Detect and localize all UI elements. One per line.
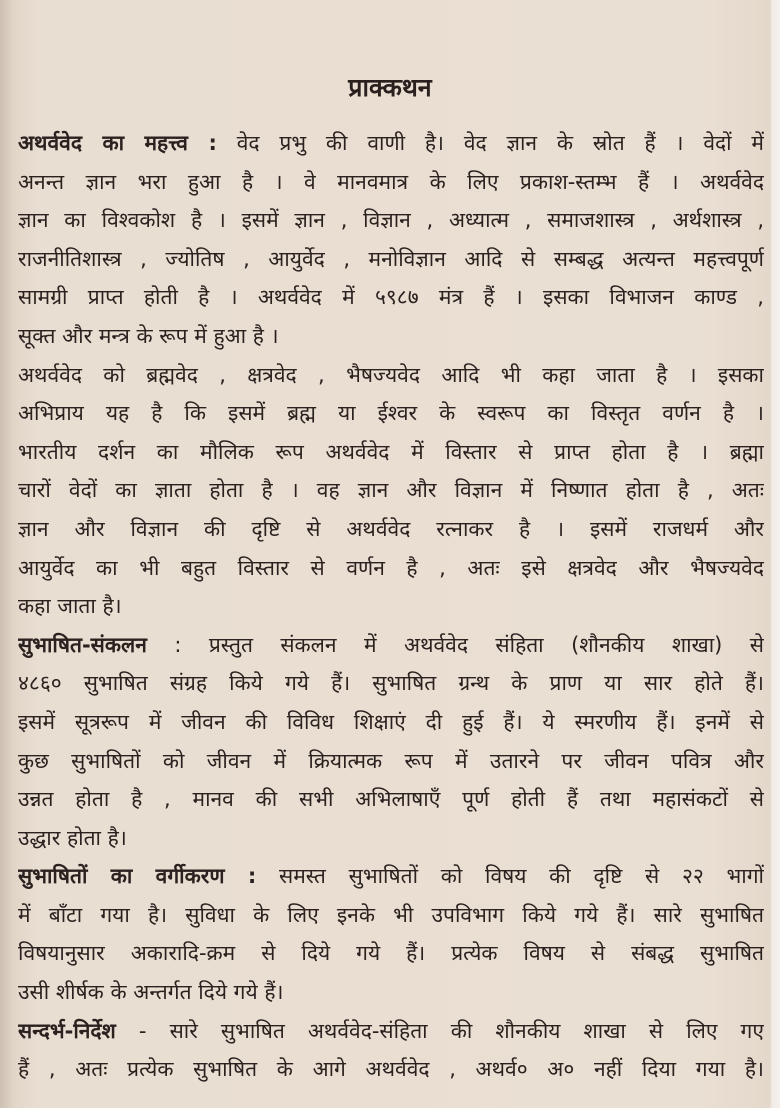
line-text: : प्रस्तुत संकलन में अथर्ववेद संहिता (शौनकीय शाखा) से [146,632,764,657]
line-text: अनन्त ज्ञान भरा हुआ है । वे मानवमात्र के लिए प्रकाश-स्तम्भ हैं । अथर्ववेद [18,169,764,194]
text-line [18,510,764,549]
text-line [18,549,764,588]
text-line [18,163,764,202]
text-line [18,394,764,433]
text-line [18,587,764,626]
line-text: कुछ सुभाषितों को जीवन में क्रियात्मक रूप में उतारने पर जीवन पवित्र और [18,748,764,773]
text-line [18,433,764,472]
text-line [18,1050,764,1089]
text-line [18,664,764,703]
text-line [18,124,764,163]
line-text: - सारे सुभाषित अथर्ववेद-संहिता की शौनकीय शाखा से लिए गए [115,1018,764,1043]
line-text: हैं , अतः प्रत्येक सुभाषित के आगे अथर्ववेद , अथर्व० अ० नहीं दिया गया है। [18,1057,764,1082]
text-line [18,278,764,317]
text-line [18,471,764,510]
text-line [18,240,764,279]
line-text: उद्धार होता है। [18,825,127,850]
line-text: राजनीतिशास्त्र , ज्योतिष , आयुर्वेद , मनोविज्ञान आदि से सम्बद्ध अत्यन्त महत्त्वपूर्ण [18,246,764,271]
line-text: चारों वेदों का ज्ञाता होता है । वह ज्ञान और विज्ञान में निष्णात होता है , अतः [18,478,764,503]
text-line [18,317,764,356]
text-line [18,819,764,858]
line-text: में बाँटा गया है। सुविधा के लिए इनके भी उपविभाग किये गये हैं। सारे सुभाषित [18,902,764,927]
text-line [18,973,764,1012]
text-line [18,1012,764,1051]
line-text: कहा जाता है। [18,594,122,619]
line-text: भारतीय दर्शन का मौलिक रूप अथर्ववेद में विस्तार से प्राप्त होता है । ब्रह्मा [18,439,764,464]
line-text: इसमें सूत्ररूप में जीवन की विविध शिक्षाएं दी हुई हैं। ये स्मरणीय हैं। इनमें से [18,709,764,734]
text-line [18,703,764,742]
line-text: सूक्त और मन्त्र के रूप में हुआ है । [18,323,279,348]
line-text: उन्नत होता है , मानव की सभी अभिलाषाएँ पूर्ण होती हैं तथा महासंकटों से [18,787,764,812]
line-text: ज्ञान का विश्वकोश है । इसमें ज्ञान , विज्ञान , अध्यात्म , समाजशास्त्र , अर्थशास्त्र , [18,208,764,233]
text-line [18,356,764,395]
line-text: अथर्ववेद को ब्रह्मवेद , क्षत्रवेद , भैषज्यवेद आदि भी कहा जाता है । इसका [18,362,764,387]
text-line [18,857,764,896]
text-line [18,626,764,665]
line-text: समस्त सुभाषितों को विषय की दृष्टि से २२ भागों [256,864,764,889]
line-text: वेद प्रभु की वाणी है। वेद ज्ञान के स्रोत हैं । वेदों में [216,131,764,155]
page-title: प्राक्कथन [348,73,432,102]
section-heading: सुभाषित-संकलन [18,632,147,657]
section-heading: अथर्ववेद का महत्त्व : [18,131,217,155]
text-line [18,201,764,240]
text-line [18,896,764,935]
line-text: ४८६० सुभाषित संग्रह किये गये हैं। सुभाषित ग्रन्थ के प्राण या सार होते हैं। [18,671,764,696]
text-line [18,742,764,781]
line-text: अभिप्राय यह है कि इसमें ब्रह्म या ईश्वर के स्वरूप का विस्तृत वर्णन है । [18,401,764,426]
line-text: उसी शीर्षक के अन्तर्गत दिये गये हैं। [18,980,284,1005]
line-text: आयुर्वेद का भी बहुत विस्तार से वर्णन है , अतः इसे क्षत्रवेद और भैषज्यवेद [18,555,764,580]
text-line [18,934,764,973]
line-text: विषयानुसार अकारादि-क्रम से दिये गये हैं। प्रत्येक विषय से संबद्ध सुभाषित [18,941,764,966]
section-heading: सन्दर्भ-निर्देश [18,1018,116,1043]
text-line [18,780,764,819]
document-body [18,124,764,1089]
line-text: ज्ञान और विज्ञान की दृष्टि से अथर्ववेद रत्नाकर है । इसमें राजधर्म और [18,516,764,541]
line-text: सामग्री प्राप्त होती है । अथर्ववेद में ५९८७ मंत्र हैं । इसका विभाजन काण्ड , [18,285,764,310]
section-heading: सुभाषितों का वर्गीकरण : [18,864,257,889]
